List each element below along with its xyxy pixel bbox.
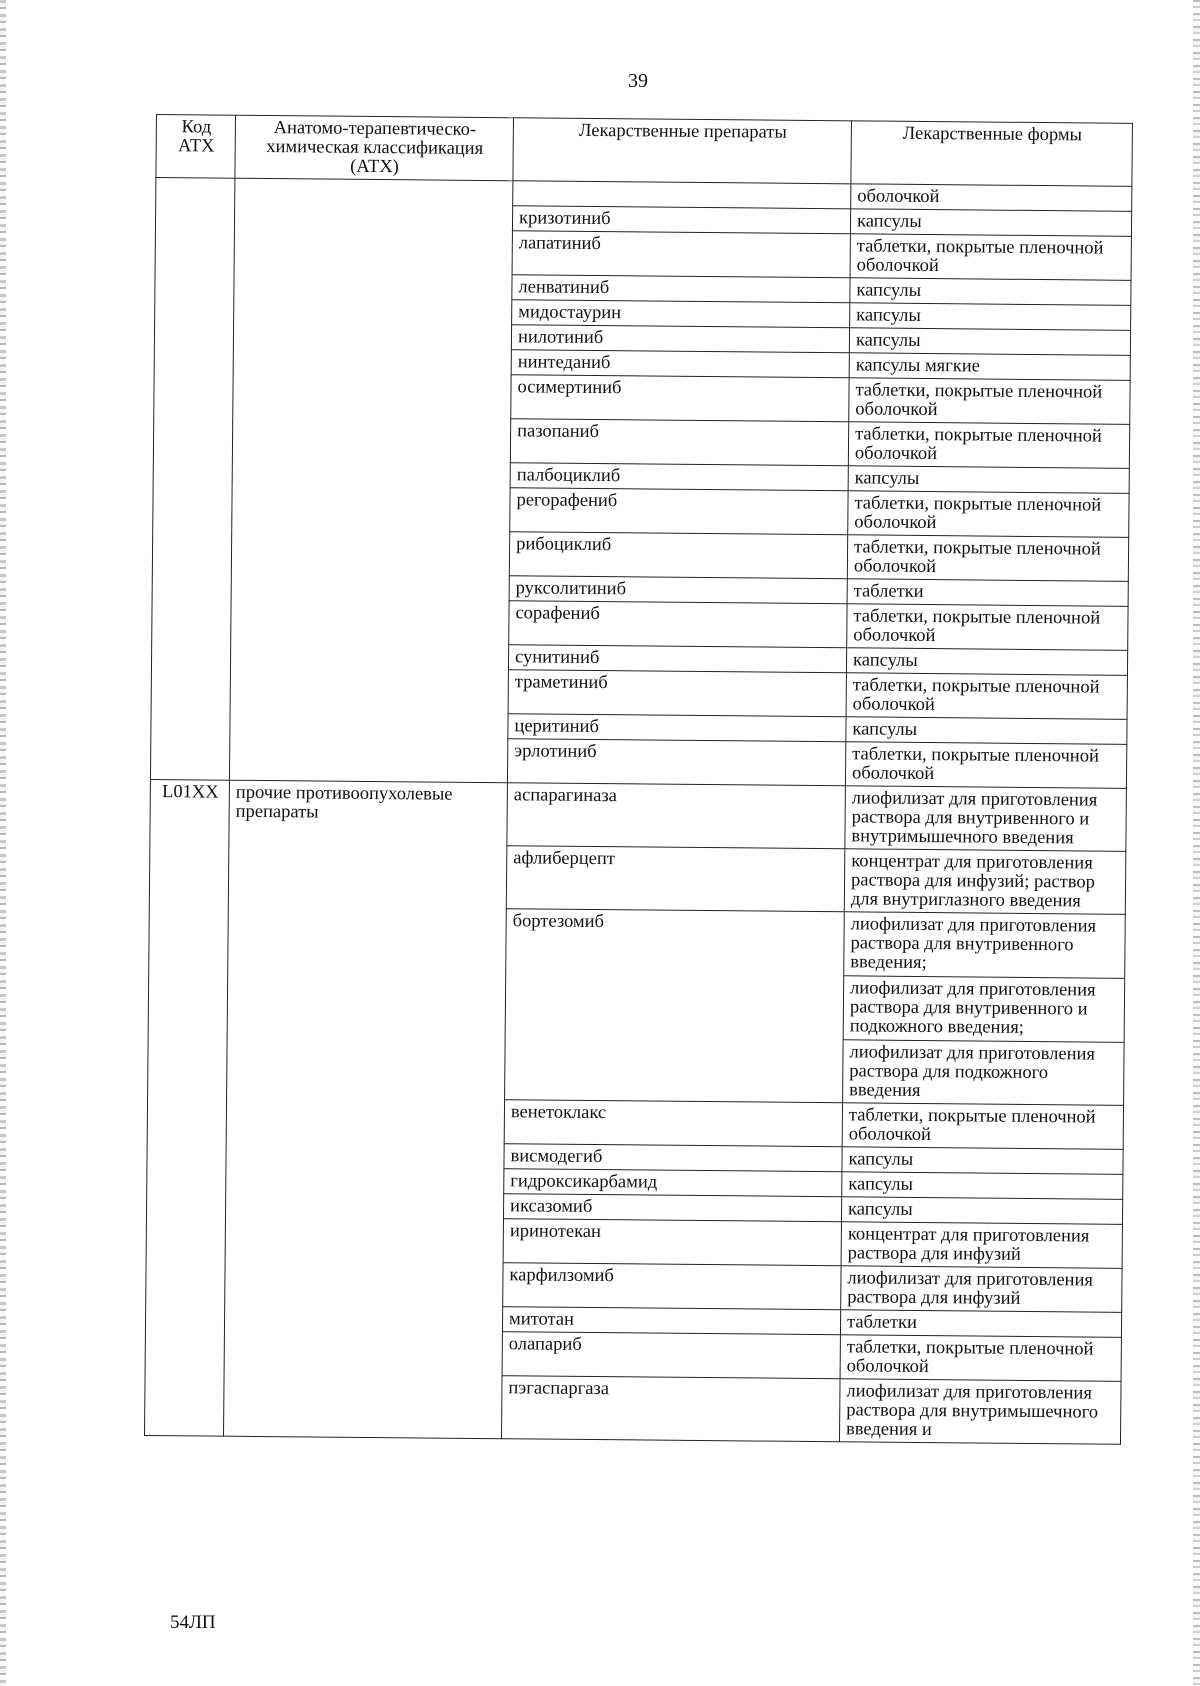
atx-code-cell (150, 178, 234, 781)
dosage-form-cell (845, 742, 1126, 789)
drug-name-cell: сунитиниб (508, 645, 846, 673)
drug-name-cell: карфилзомиб (503, 1263, 841, 1310)
dosage-form: капсулы мягкие (855, 355, 981, 377)
dosage-form: концентрат для приготовления раствора для инфузий; раствор для внутриглазного введения (850, 851, 1095, 912)
drug-name-cell: пэгаспаргаза (501, 1376, 840, 1442)
table-header-row (156, 115, 1133, 187)
dosage-form: капсулы (852, 650, 918, 671)
drug-name-cell: эрлотиниб (507, 739, 845, 786)
dosage-form: концентрат для приготовления раствора для инфузий (847, 1224, 1090, 1265)
dosage-form-cell (849, 353, 1130, 381)
atx-table (144, 114, 1133, 1445)
page-number: 39 (628, 70, 648, 92)
dosage-form: таблетки, покрытые пленочной оболочкой (852, 675, 1100, 716)
dosage-form: таблетки, покрытые пленочной оболочкой (854, 493, 1102, 534)
dosage-form: таблетки, покрытые пленочной оболочкой (846, 1337, 1094, 1378)
drug-name-cell: пазопаниб (510, 419, 848, 466)
dosage-form-cell (841, 1197, 1122, 1225)
drug-name-cell: кризотиниб (512, 206, 850, 234)
atx-classification-cell: прочие противоопухолевые препараты (224, 780, 508, 1438)
drug-name-cell: осимертиниб (511, 375, 849, 422)
dosage-form: капсулы (854, 468, 920, 489)
dosage-form-cell (846, 673, 1127, 720)
dosage-form-cell (850, 303, 1131, 331)
drug-name-cell: сорафениб (509, 601, 847, 648)
dosage-form-cell (843, 912, 1126, 1106)
dosage-form: лиофилизат для приготовления раствора для подкожного введения (843, 1039, 1124, 1103)
drug-name-cell: ленватиниб (512, 275, 850, 303)
drug-name-cell: мидостаурин (512, 300, 850, 328)
drug-name-cell: нинтеданиб (511, 350, 849, 378)
dosage-form-cell (846, 648, 1127, 676)
dosage-form-cell (841, 1222, 1122, 1269)
dosage-form-cell (840, 1310, 1121, 1338)
dosage-form: капсулы (855, 330, 921, 351)
drug-name-cell (513, 181, 851, 209)
dosage-form-cell (841, 1266, 1122, 1313)
table-row (150, 779, 1127, 851)
dosage-form: капсулы (852, 719, 918, 740)
drug-name-cell: иксазомиб (503, 1194, 841, 1222)
drug-name-cell: венетоклакс (504, 1100, 842, 1147)
dosage-form: капсулы (848, 1174, 914, 1195)
dosage-form: таблетки, покрытые пленочной оболочкой (853, 537, 1101, 578)
dosage-form-cell (849, 328, 1130, 356)
dosage-form-cell (847, 579, 1128, 607)
header-forms: Лекарственные формы (851, 121, 1133, 187)
drug-name-cell: палбоциклиб (510, 463, 848, 491)
dosage-form-cell (850, 278, 1131, 306)
scan-edge-right (1193, 0, 1200, 1686)
dosage-form-cell (848, 466, 1129, 494)
drug-name-cell: руксолитиниб (509, 576, 847, 604)
dosage-form-cell (840, 1335, 1121, 1382)
drug-name-cell: церитиниб (508, 714, 846, 742)
header-classification: Анатомо-терапевтическо-химическая классификация (АТХ) (235, 115, 514, 181)
drug-name-cell: рибоциклиб (509, 532, 847, 579)
dosage-form: лиофилизат для приготовления раствора для внутривенного и внутримышечного введения (851, 788, 1098, 849)
dosage-form: таблетки, покрытые пленочной оболочкой (854, 424, 1102, 465)
atx-code-cell: L01XX (145, 779, 230, 1436)
drug-name-cell: иринотекан (503, 1219, 841, 1266)
dosage-form-cell (850, 209, 1131, 237)
dosage-form: таблетки (846, 1312, 918, 1333)
drug-name-cell: гидроксикарбамид (504, 1169, 842, 1197)
dosage-form-cell (848, 491, 1129, 538)
dosage-form-cell (846, 717, 1127, 745)
dosage-form: капсулы (856, 211, 922, 232)
header-drugs: Лекарственные препараты (513, 118, 852, 184)
atx-table-body (145, 115, 1133, 1445)
drug-name-cell: регорафениб (510, 488, 848, 535)
footer-document-code: 54ЛП (170, 1612, 216, 1633)
dosage-form-cell (848, 422, 1129, 469)
drug-name-cell: лапатиниб (512, 231, 850, 278)
dosage-form: лиофилизат для приготовления раствора для внутримышечного введения и (846, 1381, 1099, 1441)
dosage-form-cell (842, 1147, 1123, 1175)
dosage-form-cell: оболочкой (851, 184, 1132, 212)
dosage-form-cell (842, 1103, 1123, 1150)
atx-classification-cell (229, 178, 512, 782)
drug-name-cell: бортезомиб (505, 909, 845, 1103)
dosage-form: таблетки, покрытые пленочной оболочкой (856, 236, 1104, 277)
dosage-form-cell (842, 1172, 1123, 1200)
dosage-form-cell (847, 535, 1128, 582)
dosage-form: таблетки, покрытые пленочной оболочкой (855, 380, 1103, 421)
dosage-form: капсулы (847, 1199, 913, 1220)
header-code: Код АТХ (156, 115, 236, 179)
dosage-form: таблетки (853, 581, 924, 602)
dosage-form: таблетки, покрытые пленочной оболочкой (848, 1105, 1096, 1146)
scan-edge-left (0, 0, 6, 1686)
dosage-form: таблетки, покрытые пленочной оболочкой (853, 606, 1101, 647)
dosage-form: капсулы (848, 1149, 914, 1170)
dosage-form-cell (845, 786, 1127, 852)
dosage-form: капсулы (856, 280, 922, 301)
dosage-form-cell (844, 849, 1126, 915)
dosage-form-cell (839, 1379, 1121, 1445)
dosage-form: лиофилизат для приготовления раствора для внутривенного и подкожного введения; (844, 975, 1125, 1039)
drug-name-cell: висмодегиб (504, 1144, 842, 1172)
drug-name-cell: траметиниб (508, 670, 846, 717)
dosage-form: капсулы (856, 305, 921, 326)
dosage-form-cell (847, 604, 1128, 651)
drug-name-cell: митотан (502, 1307, 840, 1335)
dosage-form: таблетки, покрытые пленочной оболочкой (851, 744, 1099, 785)
drug-name-cell: олапариб (502, 1332, 840, 1379)
atx-table-sheet (144, 114, 1132, 1445)
drug-name-cell: аспарагиназа (507, 783, 846, 849)
dosage-form: лиофилизат для приготовления раствора для инфузий (847, 1268, 1093, 1309)
drug-name-cell: нилотиниб (511, 325, 849, 353)
drug-name-cell: афлиберцепт (506, 846, 845, 912)
dosage-form-cell (850, 234, 1131, 281)
dosage-form: лиофилизат для приготовления раствора для внутривенного введения; (850, 914, 1097, 974)
dosage-form-cell (849, 378, 1130, 425)
